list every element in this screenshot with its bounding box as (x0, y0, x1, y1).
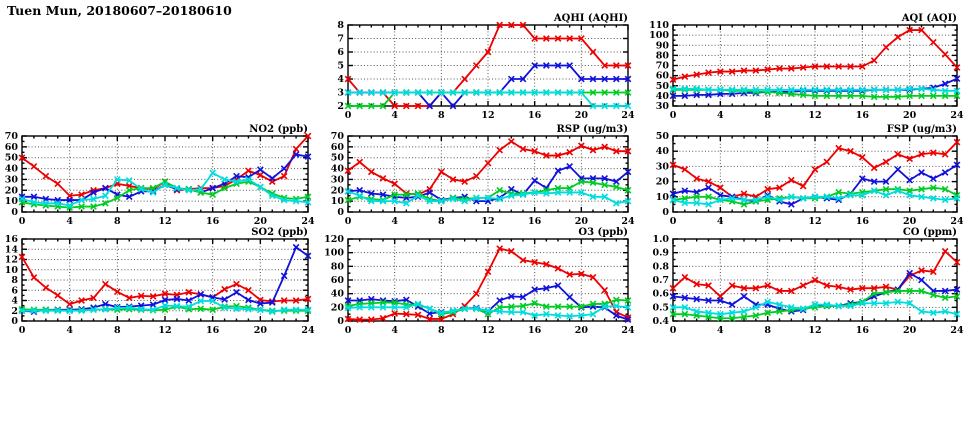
no2-chart-svg (0, 122, 316, 229)
svg-text:10: 10 (655, 191, 669, 203)
svg-text:120: 120 (324, 234, 344, 245)
svg-text:0: 0 (669, 216, 677, 227)
svg-text:0.4: 0.4 (652, 316, 669, 327)
svg-text:8: 8 (764, 216, 771, 227)
so2-chart (0, 225, 316, 338)
svg-text:0: 0 (344, 325, 352, 336)
svg-text:8: 8 (11, 275, 18, 286)
svg-text:20: 20 (903, 110, 917, 121)
page-title: Tuen Mun, 20180607–20180610 (7, 3, 232, 18)
svg-text:20: 20 (330, 302, 344, 314)
svg-text:24: 24 (621, 325, 635, 336)
svg-text:70: 70 (330, 131, 344, 142)
svg-text:12: 12 (158, 216, 172, 227)
so2-chart-svg (0, 225, 316, 338)
svg-text:10: 10 (330, 196, 344, 208)
svg-text:14: 14 (4, 244, 18, 256)
svg-text:80: 80 (655, 50, 669, 62)
svg-text:0.9: 0.9 (652, 247, 669, 259)
svg-text:8: 8 (438, 325, 445, 336)
svg-text:16: 16 (528, 325, 542, 336)
svg-text:100: 100 (649, 30, 669, 42)
svg-text:50: 50 (4, 152, 18, 164)
svg-text:24: 24 (950, 110, 964, 121)
svg-text:8: 8 (438, 216, 445, 227)
aqhi-chart (322, 11, 636, 123)
svg-text:20: 20 (574, 110, 588, 121)
svg-text:10: 10 (4, 264, 18, 276)
svg-text:2: 2 (337, 101, 344, 112)
svg-text:12: 12 (808, 325, 822, 336)
gridlines (673, 136, 957, 212)
svg-text:0: 0 (344, 216, 352, 227)
aqhi-chart-svg (322, 11, 636, 123)
svg-text:16: 16 (855, 325, 869, 336)
svg-text:60: 60 (330, 141, 344, 153)
svg-text:30: 30 (655, 161, 669, 173)
svg-text:12: 12 (481, 110, 495, 121)
no2-chart-title: NO2 (ppb) (249, 124, 308, 135)
svg-text:16: 16 (4, 234, 18, 245)
so2-chart-title: SO2 (ppb) (251, 227, 308, 238)
svg-text:4: 4 (66, 325, 73, 336)
svg-text:12: 12 (808, 216, 822, 227)
svg-text:12: 12 (481, 216, 495, 227)
svg-text:0: 0 (11, 316, 18, 327)
svg-text:0.5: 0.5 (652, 302, 669, 314)
svg-text:80: 80 (330, 261, 344, 273)
svg-text:0: 0 (18, 216, 26, 227)
svg-text:20: 20 (903, 216, 917, 227)
svg-text:50: 50 (330, 152, 344, 164)
svg-text:0.7: 0.7 (652, 275, 669, 286)
svg-text:20: 20 (574, 216, 588, 227)
no2-chart (0, 122, 316, 229)
co-chart-title: CO (ppm) (902, 227, 957, 238)
svg-text:0: 0 (344, 110, 352, 121)
svg-text:30: 30 (4, 174, 18, 186)
svg-text:0: 0 (18, 325, 26, 336)
rsp-chart-title: RSP (ug/m3) (556, 124, 628, 135)
svg-text:40: 40 (655, 146, 669, 158)
svg-text:20: 20 (330, 185, 344, 197)
svg-text:40: 40 (655, 90, 669, 102)
svg-text:8: 8 (114, 325, 121, 336)
svg-text:24: 24 (621, 216, 635, 227)
svg-text:4: 4 (66, 216, 73, 227)
svg-text:0: 0 (11, 207, 18, 218)
svg-text:2: 2 (11, 305, 18, 317)
svg-text:8: 8 (764, 110, 771, 121)
svg-text:0.6: 0.6 (652, 288, 669, 300)
svg-text:12: 12 (4, 254, 18, 266)
svg-text:20: 20 (655, 176, 669, 188)
svg-text:6: 6 (11, 285, 18, 297)
svg-text:24: 24 (301, 325, 315, 336)
svg-text:7: 7 (337, 33, 344, 45)
markers-green (19, 179, 311, 211)
gridlines (348, 25, 628, 106)
svg-text:0.8: 0.8 (652, 261, 669, 273)
svg-text:16: 16 (528, 110, 542, 121)
svg-text:0: 0 (337, 316, 344, 327)
svg-text:24: 24 (950, 216, 964, 227)
svg-text:50: 50 (655, 131, 669, 142)
svg-text:12: 12 (808, 110, 822, 121)
svg-text:16: 16 (855, 216, 869, 227)
rsp-chart (322, 122, 636, 229)
series-green (19, 179, 311, 211)
fsp-chart-svg (647, 122, 965, 229)
svg-text:4: 4 (717, 110, 724, 121)
svg-text:20: 20 (574, 325, 588, 336)
svg-text:50: 50 (655, 80, 669, 92)
fsp-chart (647, 122, 965, 229)
svg-text:20: 20 (253, 325, 267, 336)
svg-text:4: 4 (337, 74, 344, 85)
svg-text:70: 70 (4, 131, 18, 142)
svg-text:16: 16 (206, 216, 220, 227)
svg-text:12: 12 (481, 325, 495, 336)
svg-text:70: 70 (655, 60, 669, 72)
o3-chart (322, 225, 636, 338)
svg-text:24: 24 (950, 325, 964, 336)
svg-text:100: 100 (324, 247, 344, 259)
svg-text:0: 0 (337, 207, 344, 218)
svg-text:0: 0 (669, 110, 677, 121)
aqi-chart-title: AQI (AQI) (901, 13, 957, 24)
svg-text:40: 40 (330, 163, 344, 175)
svg-text:3: 3 (337, 87, 344, 99)
svg-text:30: 30 (330, 174, 344, 186)
svg-text:24: 24 (301, 216, 315, 227)
svg-text:24: 24 (621, 110, 635, 121)
svg-text:0: 0 (662, 207, 669, 218)
svg-text:8: 8 (764, 325, 771, 336)
svg-text:12: 12 (158, 325, 172, 336)
aqhi-chart-title: AQHI (AQHI) (553, 13, 628, 24)
svg-text:40: 40 (330, 288, 344, 300)
svg-text:4: 4 (717, 216, 724, 227)
svg-text:6: 6 (337, 47, 344, 58)
svg-text:20: 20 (253, 216, 267, 227)
svg-text:4: 4 (717, 325, 724, 336)
gridlines (348, 239, 628, 321)
svg-text:8: 8 (114, 216, 121, 227)
svg-text:30: 30 (655, 101, 669, 112)
svg-text:60: 60 (655, 70, 669, 82)
svg-text:4: 4 (391, 325, 398, 336)
co-chart (647, 225, 965, 338)
o3-chart-title: O3 (ppb) (578, 227, 628, 238)
rsp-chart-svg (322, 122, 636, 229)
svg-text:4: 4 (11, 295, 18, 307)
svg-text:8: 8 (438, 110, 445, 121)
svg-text:16: 16 (206, 325, 220, 336)
svg-text:16: 16 (855, 110, 869, 121)
svg-text:110: 110 (649, 20, 669, 31)
o3-chart-svg (322, 225, 636, 338)
svg-text:20: 20 (903, 325, 917, 336)
svg-text:60: 60 (4, 141, 18, 153)
svg-text:90: 90 (655, 40, 669, 52)
aqi-chart-svg (647, 11, 965, 123)
svg-text:4: 4 (391, 216, 398, 227)
aqi-chart (647, 11, 965, 123)
svg-text:10: 10 (4, 196, 18, 208)
co-chart-svg (647, 225, 965, 338)
svg-text:4: 4 (391, 110, 398, 121)
svg-text:0: 0 (669, 325, 677, 336)
svg-text:8: 8 (337, 20, 344, 31)
svg-text:60: 60 (330, 275, 344, 286)
svg-text:40: 40 (4, 163, 18, 175)
svg-text:16: 16 (528, 216, 542, 227)
svg-text:5: 5 (337, 60, 344, 72)
svg-text:1.0: 1.0 (652, 234, 669, 245)
svg-text:20: 20 (4, 185, 18, 197)
fsp-chart-title: FSP (ug/m3) (886, 124, 957, 135)
